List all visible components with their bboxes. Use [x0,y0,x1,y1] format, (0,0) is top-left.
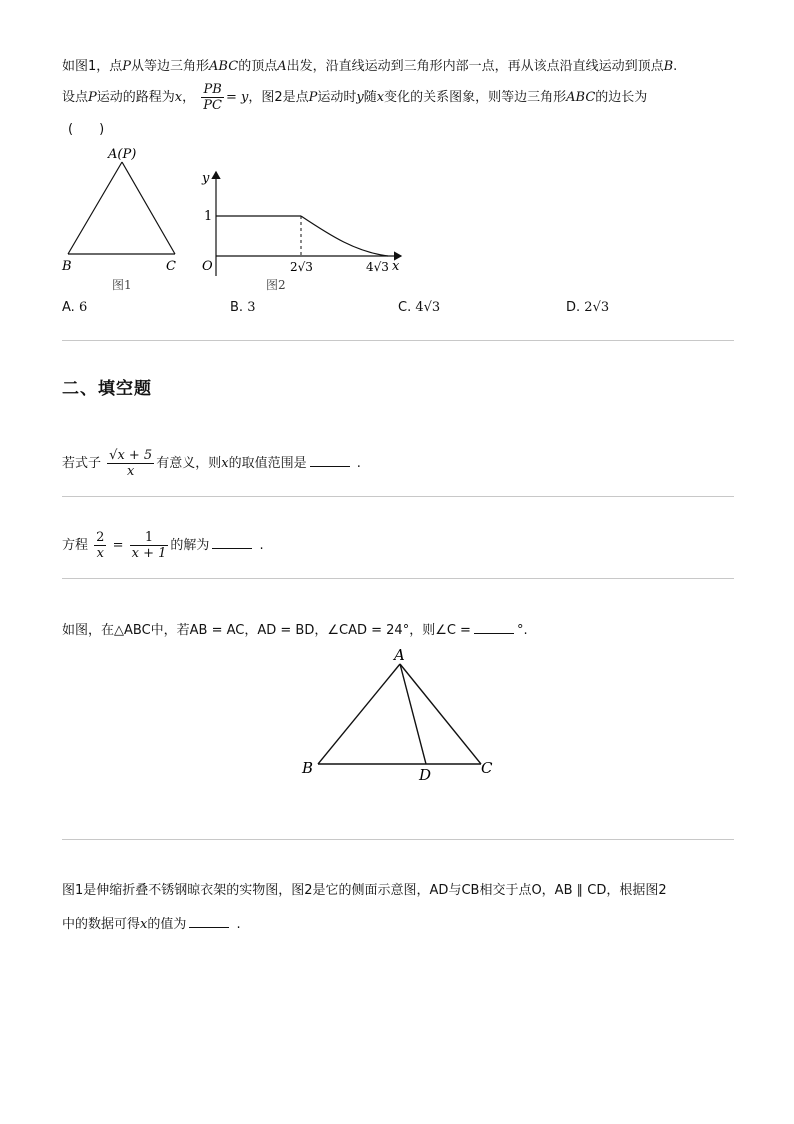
fig1-caption: 图1 [112,278,132,292]
fig2-tick-2: 4√3 [366,260,389,274]
q1-figure1 [58,142,193,292]
q4-label-a: A [394,646,405,664]
fig2-curve-decay [301,216,388,256]
q2-answer-blank[interactable] [310,454,350,467]
option-c[interactable]: C. 4√3 [398,300,441,315]
fig2-label-1: 1 [204,209,213,224]
fig1-label-c: C [166,259,176,274]
option-d[interactable]: D. 2√3 [566,300,610,315]
divider [62,839,734,840]
q4-side-ab [318,664,400,764]
q2-fraction: $\frac{√x + 5}{x}$ [109,448,153,479]
fig2-tick-1: 2√3 [290,260,313,274]
q1-line2: 设点P运动的路程为x， $\frac{PB}{PC}$ = y，图2是点P运动时y随x变化的关系图象，则等边三角形ABC的边长为 [62,82,648,113]
fig2-caption: 图2 [266,278,286,292]
q1-line1: 如图1，点P从等边三角形ABC的顶点A出发，沿直线运动到三角形内部一点，再从该点沿直线运动到顶点B. [62,59,678,74]
q3-answer-blank[interactable] [212,536,252,549]
option-a[interactable]: A. 6 [62,300,88,315]
fig1-side-ac [122,162,175,254]
q5-line1: 图1是伸缩折叠不锈钢晾衣架的实物图，图2是它的侧面示意图，AD与CB相交于点O，AB ∥ CD，根据图2 [62,883,667,898]
fig2-label-o: O [202,259,213,274]
q5-line2: 中的数据可得x的值为 . [62,917,241,932]
q4: 如图，在△ABC中，若AB = AC，AD = BD，∠CAD = 24°，则∠C = °. [62,623,528,638]
fig1-label-a: A(P) [108,147,137,162]
q1-answer-parens: ( ) [68,122,105,137]
section-title: 二、填空题 [62,379,152,399]
q4-side-ac [400,664,481,764]
q1-fraction: $\frac{PB}{PC}$ [203,82,222,113]
q3-fraction-left: $\frac{2}{x}$ [96,530,105,561]
q2: 若式子 $\frac{√x + 5}{x}$ 有意义，则x的取值范围是 . [62,448,361,479]
divider [62,340,734,341]
q4-label-d: D [419,766,432,784]
q4-figure [298,644,498,784]
q3-fraction-right: $\frac{1}{x + 1}$ [131,530,167,561]
fig1-label-b: B [62,259,72,274]
q3: 方程 $\frac{2}{x}$ = $\frac{1}{x + 1}$ 的解为 . [62,530,264,561]
fig1-side-ab [68,162,122,254]
q4-label-c: C [481,759,493,777]
option-b[interactable]: B. 3 [230,300,256,315]
q5-answer-blank[interactable] [189,915,229,928]
q4-answer-blank[interactable] [474,621,514,634]
divider [62,578,734,579]
q1-figure2 [196,164,411,294]
fig2-label-y: y [202,171,210,186]
divider [62,496,734,497]
fig2-label-x: x [392,259,400,274]
q4-label-b: B [302,759,314,777]
